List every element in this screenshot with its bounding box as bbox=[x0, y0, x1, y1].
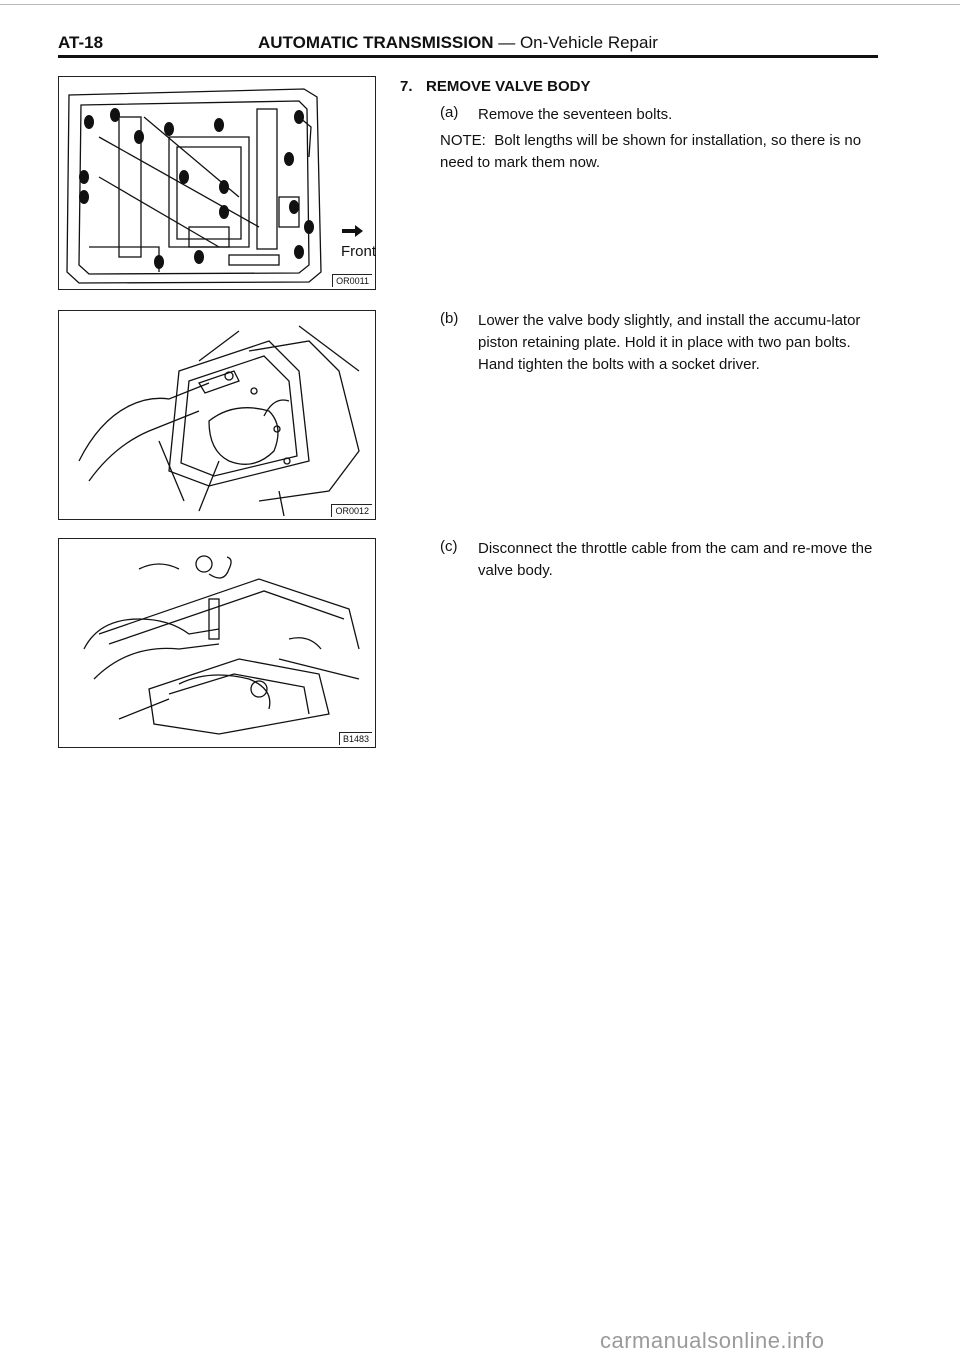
figure-code: B1483 bbox=[339, 732, 372, 745]
note-text: Bolt lengths will be shown for installation, so there is no need to mark them now. bbox=[440, 132, 862, 171]
watermark: carmanualsonline.info bbox=[600, 1328, 825, 1353]
subsection-title: — On-Vehicle Repair bbox=[498, 33, 658, 52]
page-number: AT-18 bbox=[58, 33, 104, 52]
top-rule bbox=[0, 4, 960, 5]
front-label: Front bbox=[341, 243, 377, 260]
note bbox=[440, 130, 880, 174]
step-number: 7. bbox=[400, 78, 413, 95]
header-rule bbox=[58, 55, 878, 58]
figure-throttle-cable bbox=[58, 538, 376, 748]
item-c-label: (c) bbox=[440, 538, 458, 555]
page-header bbox=[58, 33, 878, 57]
item-a-label: (a) bbox=[440, 104, 459, 121]
figure-retaining-plate bbox=[58, 310, 376, 520]
page-title bbox=[258, 33, 658, 53]
item-a-text: Remove the seventeen bolts. bbox=[478, 106, 673, 123]
figure-valve-body-bolts bbox=[58, 76, 376, 290]
figure-code: OR0012 bbox=[331, 504, 372, 517]
item-b-text: Lower the valve body slightly, and install the accumu-lator piston retaining plate. Hold it in place with two pan bolts. Hand tighten the bolts with a socket driver. bbox=[478, 312, 861, 373]
note-label: NOTE: bbox=[440, 132, 486, 149]
throttle-cable-illustration bbox=[59, 539, 375, 747]
item-b-label: (b) bbox=[440, 310, 459, 327]
figure-code: OR0011 bbox=[332, 274, 372, 287]
section-title: AUTOMATIC TRANSMISSION bbox=[258, 33, 494, 52]
step-title: REMOVE VALVE BODY bbox=[426, 78, 591, 95]
item-c-text: Disconnect the throttle cable from the cam and re-move the valve body. bbox=[478, 540, 873, 579]
arrow-right-icon bbox=[342, 225, 363, 237]
retaining-plate-illustration bbox=[59, 311, 375, 519]
valve-body-diagram bbox=[59, 77, 375, 289]
